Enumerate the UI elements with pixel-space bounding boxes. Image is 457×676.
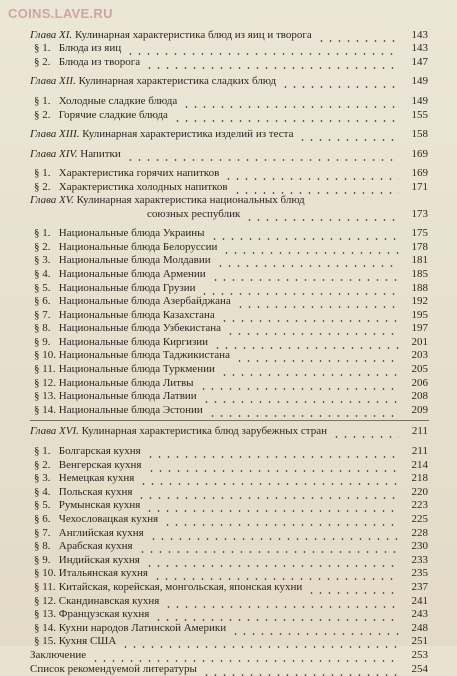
page-number: 211 <box>411 425 428 438</box>
section-number: § 13. <box>34 608 56 621</box>
section-title: Холодные сладкие блюда <box>56 94 178 107</box>
page-number: 169 <box>411 147 428 160</box>
section-number: § 11. <box>34 363 56 376</box>
section-number: § 11. <box>34 580 56 593</box>
entry-label <box>30 513 160 526</box>
section-title: Польская кухня <box>56 485 133 498</box>
section-number: § 8. <box>34 322 51 335</box>
toc-section-entry <box>30 499 428 513</box>
section-number: § 6. <box>34 513 51 525</box>
toc-chapter-entry <box>30 147 428 161</box>
toc-entry <box>30 648 428 662</box>
page-number: 175 <box>411 227 428 240</box>
toc-section-entry <box>30 254 428 268</box>
entry-label <box>30 109 170 122</box>
page-number: 147 <box>411 55 428 68</box>
toc-section-entry <box>30 390 428 404</box>
section-number: § 10. <box>34 349 56 362</box>
section-number: § 2. <box>34 240 51 253</box>
entry-label <box>30 75 278 88</box>
section-number: § 7. <box>34 308 51 321</box>
section-number: § 9. <box>34 553 51 566</box>
entry-label <box>30 241 219 254</box>
toc-section-entry <box>30 553 428 567</box>
toc-section-entry <box>30 55 428 69</box>
toc-section-entry <box>30 444 428 458</box>
section-title: Национальные блюда Молдавии <box>56 254 211 267</box>
section-number: § 1. <box>34 94 51 107</box>
toc-section-entry <box>30 281 428 295</box>
page-number: 185 <box>411 267 428 280</box>
toc-section-entry <box>30 540 428 554</box>
dot-leader <box>146 449 399 458</box>
entry-label <box>30 377 196 390</box>
page-number: 211 <box>411 445 428 458</box>
entry-label <box>30 254 213 267</box>
dot-leader <box>245 212 399 221</box>
dot-leader <box>173 113 399 122</box>
entry-label <box>30 128 295 141</box>
entry-label: Список рекомендуемой литературы <box>30 662 197 675</box>
section-number: § 1. <box>34 227 51 240</box>
chapter-number: Глава XIV. <box>30 147 78 160</box>
section-title: Национальные блюда Грузии <box>56 281 196 294</box>
entry-label <box>30 282 197 295</box>
toc-entry <box>30 662 428 676</box>
section-title: Блюда из творога <box>56 55 141 68</box>
dot-leader <box>231 626 399 635</box>
page-number: 143 <box>411 28 428 41</box>
entry-label <box>30 29 314 42</box>
page-number: 171 <box>411 180 428 193</box>
section-title: Характеристика горячих напитков <box>56 167 220 180</box>
toc-section-entry <box>30 512 428 526</box>
chapter-title-continued: союзных республик <box>147 207 241 220</box>
toc-section-entry <box>30 567 428 581</box>
dot-leader <box>281 79 399 88</box>
section-number: § 3. <box>34 254 51 267</box>
entry-label <box>30 181 230 194</box>
entry-label <box>30 425 329 438</box>
dot-leader <box>145 558 399 567</box>
chapter-number: Глава XII. <box>30 75 76 88</box>
section-number: § 6. <box>34 295 51 308</box>
toc-section-entry <box>30 349 428 363</box>
dot-leader <box>208 408 399 417</box>
toc-section-entry <box>30 403 428 417</box>
dot-leader <box>222 245 399 254</box>
dot-leader <box>164 599 399 608</box>
section-title: Национальные блюда Узбекистана <box>56 322 222 335</box>
entry-label <box>30 635 118 648</box>
page-number: 203 <box>411 349 428 362</box>
section-number: § 1. <box>34 42 51 55</box>
entry-label <box>30 595 161 608</box>
entry-label <box>30 608 151 621</box>
toc-section-entry <box>30 180 428 194</box>
entry-label <box>30 459 144 472</box>
section-number: § 3. <box>34 472 51 485</box>
watermark-text: COINS.LAVE.RU <box>8 6 113 21</box>
page-number: 237 <box>411 580 428 593</box>
toc-section-entry <box>30 295 428 309</box>
page-number: 169 <box>411 167 428 180</box>
section-number: § 15. <box>34 635 56 648</box>
dot-leader <box>235 353 399 362</box>
toc-section-entry <box>30 362 428 376</box>
chapter-number: Глава XIII. <box>30 128 80 141</box>
section-number: § 2. <box>34 108 51 121</box>
section-number: § 1. <box>34 445 51 458</box>
toc-section-entry <box>30 240 428 254</box>
dot-leader <box>200 286 399 295</box>
page-number: 206 <box>411 376 428 389</box>
chapter-number: Глава XV. <box>30 193 74 206</box>
section-number: § 9. <box>34 335 51 348</box>
section-title: Национальные блюда Эстонии <box>56 403 203 416</box>
toc-section-entry <box>30 227 428 241</box>
page-number: 205 <box>411 363 428 376</box>
dot-leader <box>220 367 399 376</box>
toc-section-entry <box>30 376 428 390</box>
page-number: 248 <box>411 621 428 634</box>
toc-section-entry <box>30 458 428 472</box>
section-title: Национальные блюда Литвы <box>56 376 194 389</box>
toc-chapter-entry <box>30 425 428 439</box>
entry-label <box>30 167 221 180</box>
page-number: 197 <box>411 322 428 335</box>
entry-label <box>30 486 134 499</box>
section-title: Национальные блюда Украины <box>56 227 205 240</box>
section-title: Характеристика холодных напитков <box>56 180 228 193</box>
dot-leader <box>182 99 399 108</box>
entry-label <box>30 540 135 553</box>
toc-section-entry <box>30 42 428 56</box>
dot-leader <box>153 571 399 580</box>
page-number: 223 <box>411 499 428 512</box>
page-number: 235 <box>411 567 428 580</box>
toc-chapter-entry <box>30 128 428 142</box>
dot-leader <box>145 60 399 69</box>
page-number: 209 <box>411 403 428 416</box>
page-number: 208 <box>411 390 428 403</box>
page-number: 218 <box>411 472 428 485</box>
section-number: § 4. <box>34 267 51 280</box>
section-title: Национальные блюда Таджикистана <box>56 349 230 362</box>
dot-leader <box>298 132 399 141</box>
page-number: 188 <box>411 281 428 294</box>
toc-section-entry <box>30 322 428 336</box>
page-number: 158 <box>411 128 428 141</box>
dot-leader <box>149 531 399 540</box>
page-number: 149 <box>411 94 428 107</box>
toc-section-entry <box>30 635 428 649</box>
dot-leader <box>138 544 399 553</box>
dot-leader <box>220 313 399 322</box>
dot-leader <box>202 394 399 403</box>
entry-label <box>30 227 207 240</box>
section-title: Болгарская кухня <box>56 445 141 458</box>
section-title: Итальянская кухня <box>56 567 148 580</box>
entry-label <box>30 322 223 335</box>
section-number: § 5. <box>34 499 51 512</box>
chapter-number: Глава XVI. <box>30 425 79 438</box>
dot-leader <box>137 490 399 499</box>
section-title: Национальные блюда Азербайджана <box>56 295 231 308</box>
page-number: 192 <box>411 295 428 308</box>
entry-label <box>30 56 142 69</box>
section-title: Кухни народов Латинской Америки <box>56 621 227 634</box>
section-number: § 10. <box>34 567 56 580</box>
dot-leader <box>199 381 399 390</box>
dot-leader <box>202 667 399 676</box>
dot-leader <box>216 258 399 267</box>
toc-section-entry <box>30 335 428 349</box>
page-number: 243 <box>411 608 428 621</box>
entry-label <box>30 309 217 322</box>
section-number: § 13. <box>34 390 56 403</box>
toc-section-entry <box>30 485 428 499</box>
dot-leader <box>147 463 400 472</box>
dot-leader <box>154 612 399 621</box>
chapter-number: Глава XI. <box>30 28 73 41</box>
dot-leader <box>317 33 399 42</box>
entry-label <box>30 472 136 485</box>
chapter-title: Кулинарная характеристика блюд из яиц и творога <box>72 28 312 41</box>
toc-section-entry <box>30 580 428 594</box>
section-title: Румынская кухня <box>56 499 141 512</box>
divider <box>30 420 429 421</box>
entry-label <box>30 295 233 308</box>
dot-leader <box>307 585 399 594</box>
section-title: Национальные блюда Туркмении <box>56 363 215 376</box>
dot-leader <box>211 272 399 281</box>
section-number: § 2. <box>34 458 51 471</box>
toc-section-entry <box>30 94 428 108</box>
toc-section-entry <box>30 608 428 622</box>
page-number: 173 <box>411 207 428 220</box>
section-title: Венгерская кухня <box>56 458 142 471</box>
toc-section-entry <box>30 526 428 540</box>
page-number: 220 <box>411 485 428 498</box>
page-number: 230 <box>411 540 428 553</box>
chapter-title: Кулинарная характеристика сладких блюд <box>75 75 277 88</box>
entry-label <box>30 148 123 161</box>
page-number: 253 <box>411 648 428 661</box>
dot-leader <box>210 231 399 240</box>
page-number: 225 <box>411 513 428 525</box>
entry-label <box>30 390 199 403</box>
section-title: Английская кухня <box>56 526 144 539</box>
section-title: Кухня США <box>56 635 117 648</box>
page-number: 178 <box>411 240 428 253</box>
chapter-title: Напитки <box>77 147 121 160</box>
toc-section-entry <box>30 108 428 122</box>
entry-label <box>30 499 142 512</box>
dot-leader <box>139 476 399 485</box>
section-title: Национальные блюда Белоруссии <box>56 240 218 253</box>
entry-label <box>30 404 205 417</box>
section-number: § 7. <box>34 526 51 539</box>
page-number: 195 <box>411 308 428 321</box>
dot-leader <box>224 171 399 180</box>
dot-leader <box>226 326 399 335</box>
toc-section-entry <box>30 167 428 181</box>
section-number: § 14. <box>34 403 56 416</box>
toc-section-entry <box>30 267 428 281</box>
page-number: 228 <box>411 526 428 539</box>
toc-section-entry <box>30 621 428 635</box>
entry-label <box>30 567 150 580</box>
dot-leader <box>233 185 399 194</box>
section-title: Арабская кухня <box>56 540 133 553</box>
section-title: Французская кухня <box>56 608 150 621</box>
section-number: § 12. <box>34 376 56 389</box>
section-title: Чехословацкая кухня <box>56 513 159 525</box>
section-number: § 1. <box>34 167 51 180</box>
section-title: Скандинавская кухня <box>56 594 160 607</box>
dot-leader <box>213 340 399 349</box>
section-number: § 2. <box>34 55 51 68</box>
section-number: § 14. <box>34 621 56 634</box>
section-number: § 4. <box>34 485 51 498</box>
section-title: Национальные блюда Казахстана <box>56 308 215 321</box>
page-number: 214 <box>411 458 428 471</box>
section-title: Индийская кухня <box>56 553 140 566</box>
chapter-title: Кулинарная характеристика блюд зарубежных стран <box>78 425 327 438</box>
entry-label <box>30 95 179 108</box>
entry-label <box>30 554 142 567</box>
section-number: § 8. <box>34 540 51 553</box>
section-title: Национальные блюда Латвии <box>56 390 197 403</box>
page-number: 254 <box>411 662 428 675</box>
entry-label <box>30 42 123 55</box>
toc-chapter-entry <box>30 28 428 42</box>
dot-leader <box>145 503 399 512</box>
entry-label <box>30 527 146 540</box>
dot-leader <box>126 152 399 161</box>
page-number: 241 <box>411 594 428 607</box>
dot-leader <box>91 653 399 662</box>
toc-entry-line <box>30 194 428 207</box>
dot-leader <box>126 46 399 55</box>
page-number: 155 <box>411 108 428 121</box>
dot-leader <box>332 429 399 438</box>
toc-section-entry <box>30 308 428 322</box>
toc-chapter-entry <box>30 75 428 89</box>
table-of-contents <box>30 28 428 676</box>
entry-label <box>30 622 228 635</box>
section-title: Китайская, корейская, монгольская, японская кухни <box>56 580 303 593</box>
section-number: § 12. <box>34 594 56 607</box>
entry-label <box>30 336 210 349</box>
section-title: Национальные блюда Киргизии <box>56 335 209 348</box>
entry-label <box>30 349 232 362</box>
entry-label <box>30 445 143 458</box>
section-title: Немецкая кухня <box>56 472 135 485</box>
toc-section-entry <box>30 472 428 486</box>
toc-section-entry <box>30 594 428 608</box>
toc-entry-line <box>30 207 428 221</box>
dot-leader <box>236 299 399 308</box>
page-number: 251 <box>411 635 428 648</box>
entry-label <box>30 363 217 376</box>
section-title: Национальные блюда Армении <box>56 267 206 280</box>
chapter-title: Кулинарная характеристика национальных блюд <box>73 193 305 206</box>
entry-label <box>30 581 304 594</box>
dot-leader <box>163 517 399 526</box>
entry-label <box>30 268 208 281</box>
page-number: 149 <box>411 75 428 88</box>
page-number: 233 <box>411 553 428 566</box>
page-number: 201 <box>411 335 428 348</box>
toc-chapter-entry <box>30 194 428 221</box>
page-number: 181 <box>411 254 428 267</box>
section-number: § 2. <box>34 180 51 193</box>
page-number: 143 <box>411 42 428 55</box>
chapter-title: Кулинарная характеристика изделий из теста <box>79 128 294 141</box>
entry-label: Заключение <box>30 648 87 661</box>
section-title: Блюда из яиц <box>56 42 122 55</box>
section-title: Горячие сладкие блюда <box>56 108 168 121</box>
dot-leader <box>121 639 399 648</box>
section-number: § 5. <box>34 281 51 294</box>
